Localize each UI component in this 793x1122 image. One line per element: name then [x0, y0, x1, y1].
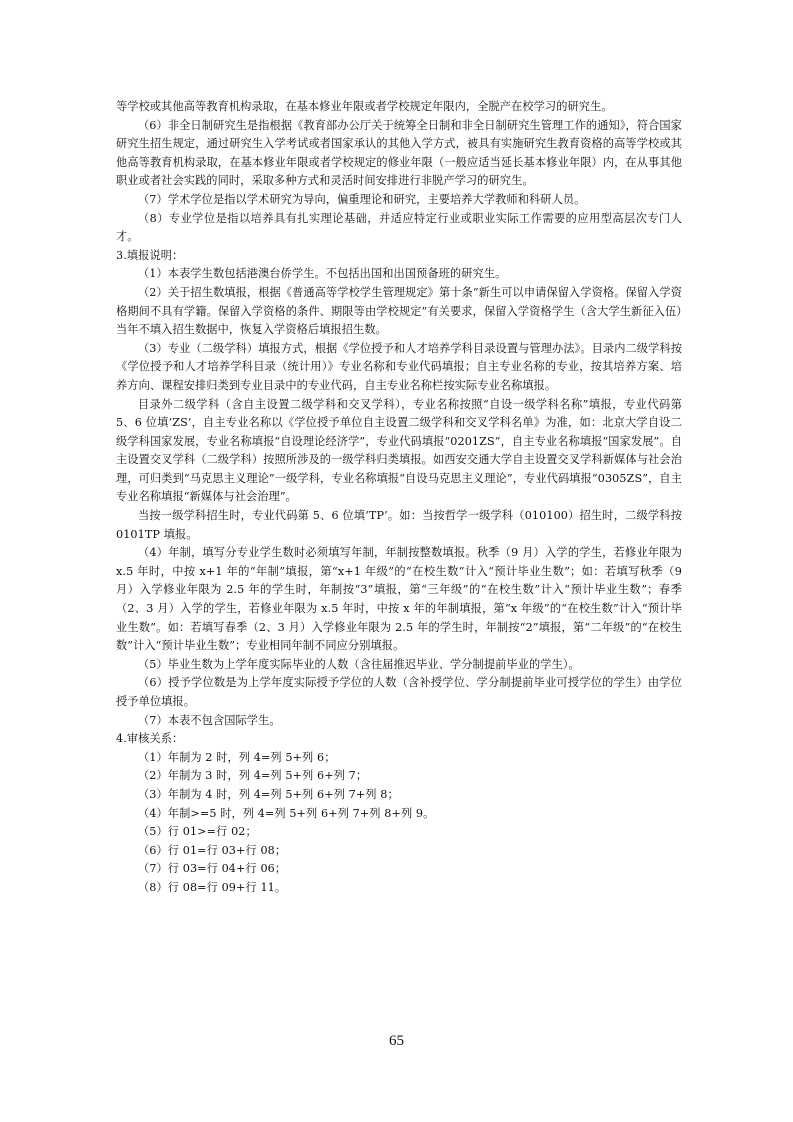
audit-rule-1: （1）年制为 2 时，列 4=列 5+列 6；	[138, 750, 336, 764]
instruction-item-5: （5）毕业生数为上学年度实际毕业的人数（含往届推迟毕业、学分制提前毕业的学生）。	[138, 657, 580, 671]
instruction-item-3-paragraph-3: 当按一级学科招生时，专业代码第 5、6 位填‘TP’。如：当按哲学一级学科（010100）招生时，二级学科按 0101TP 填报。	[116, 509, 682, 541]
definition-item-8: （8）专业学位是指以培养具有扎实理论基础，并适应特定行业或职业实际工作需要的应用型高层次专门人才。	[116, 211, 682, 244]
paragraph-continuation: 等学校或其他高等教育机构录取，在基本修业年限或者学校规定年限内，全脱产在校学习的研究生。	[116, 100, 613, 113]
audit-rule-7: （7）行 03=行 04+行 06；	[138, 862, 287, 876]
audit-rule-4: （4）年制>=5 时，列 4=列 5+列 6+列 7+列 8+列 9。	[138, 806, 435, 820]
audit-rule-8: （8）行 08=行 09+行 11。	[138, 880, 287, 894]
audit-rule-5: （5）行 01>=行 02；	[138, 825, 257, 839]
instruction-item-4: （4）年制，填写分专业学生数时必须填写年制，年制按整数填报。秋季（9 月）入学的学生，若修业年限为 x.5 年时，中按 x+1 年的“年制”填报，第“x+1 年级”的“在校生数”计入“预计毕业生数”；如：若填写秋季（9 月）入学修业年限为 2.5 年的学生时，年制按“3”填报，第“三年级”的“在校生数”计入“预计毕业生数”；春季（2、3 月）入学的学生，若修业年限为 x.5 年时，中按 x 年的年制填报，第“x 年级”的“在校生数”计入“预计毕业生数”。如：若填写春季（2、3 月）入学修业年限为 2.5 年的学生时，年制按“2”填报，第“二年级”的“在校生数”计入“预计毕业生数”；专业相同年制不同应分别填报。	[116, 546, 682, 653]
definition-item-7: （7）学术学位是指以学术研究为导向，偏重理论和研究，主要培养大学教师和科研人员。	[138, 192, 586, 206]
section-heading-audit-relations: 4.审核关系：	[116, 732, 184, 746]
instruction-item-6: （6）授予学位数是为上学年度实际授予学位的人数（含补授学位、学分制提前毕业可授学位的学生）由学位授予单位填报。	[116, 676, 682, 708]
audit-rule-3: （3）年制为 4 时，列 4=列 5+列 6+列 7+列 8；	[138, 787, 399, 801]
instruction-item-7: （7）本表不包含国际学生。	[138, 713, 281, 727]
instruction-item-3-paragraph-2: 目录外二级学科（含自主设置二级学科和交叉学科），专业名称按照“自设一级学科名称”填报，专业代码第 5、6 位填‘ZS’，自主专业名称以《学位授予单位自主设置二级学科和交叉学科名单》为准，如：北京大学自设二级学科国家发展，专业名称填报“自设理论经济学”，专业代码填报“0201ZS”，自主专业名称填报“国家发展”。自主设置交叉学科（二级学科）按照所涉及的一级学科归类填报。如西安交通大学自主设置交叉学科新媒体与社会治理，可归类到“马克思主义理论”一级学科，专业名称填报“自设马克思主义理论”，专业代码填报“0305ZS”，自主专业名称填报“新媒体与社会治理”。	[116, 397, 682, 504]
instruction-item-2: （2）关于招生数填报，根据《普通高等学校学生管理规定》第十条“新生可以申请保留入学资格。保留入学资格期间不具有学籍。保留入学资格的条件、期限等由学校规定”有关要求，保留入学资格学生（含大学生新征入伍）当年不填入招生数据中，恢复入学资格后填报招生数。	[116, 285, 682, 337]
body-text	[116, 98, 682, 898]
page-number: 65	[389, 1033, 404, 1049]
audit-rule-6: （6）行 01=行 03+行 08；	[138, 843, 287, 857]
audit-rule-2: （2）年制为 3 时，列 4=列 5+列 6+列 7；	[138, 769, 368, 783]
section-heading-filling-instructions: 3.填报说明：	[116, 248, 184, 262]
instruction-item-3: （3）专业（二级学科）填报方式，根据《学位授予和人才培养学科目录设置与管理办法》。目录内二级学科按《学位授予和人才培养学科目录（统计用）》专业名称和专业代码填报；自主专业名称的专业，按其培养方案、培养方向、课程安排归类到专业目录中的专业代码，自主专业名称栏按实际专业名称填报。	[116, 341, 682, 392]
instruction-item-1: （1）本表学生数包括港澳台侨学生。不包括出国和出国预备班的研究生。	[138, 267, 507, 281]
definition-item-6: （6）非全日制研究生是指根据《教育部办公厅关于统筹全日制和非全日制研究生管理工作的通知》，符合国家研究生招生规定，通过研究生入学考试或者国家承认的其他入学方式，被具有实施研究生教育资格的高等学校或其他高等教育机构录取，在基本修业年限或者学校规定的修业年限（一般应适当延长基本修业年限）内，在从事其他职业或者社会实践的同时，采取多种方式和灵活时间安排进行非脱产学习的研究生。	[116, 118, 682, 188]
